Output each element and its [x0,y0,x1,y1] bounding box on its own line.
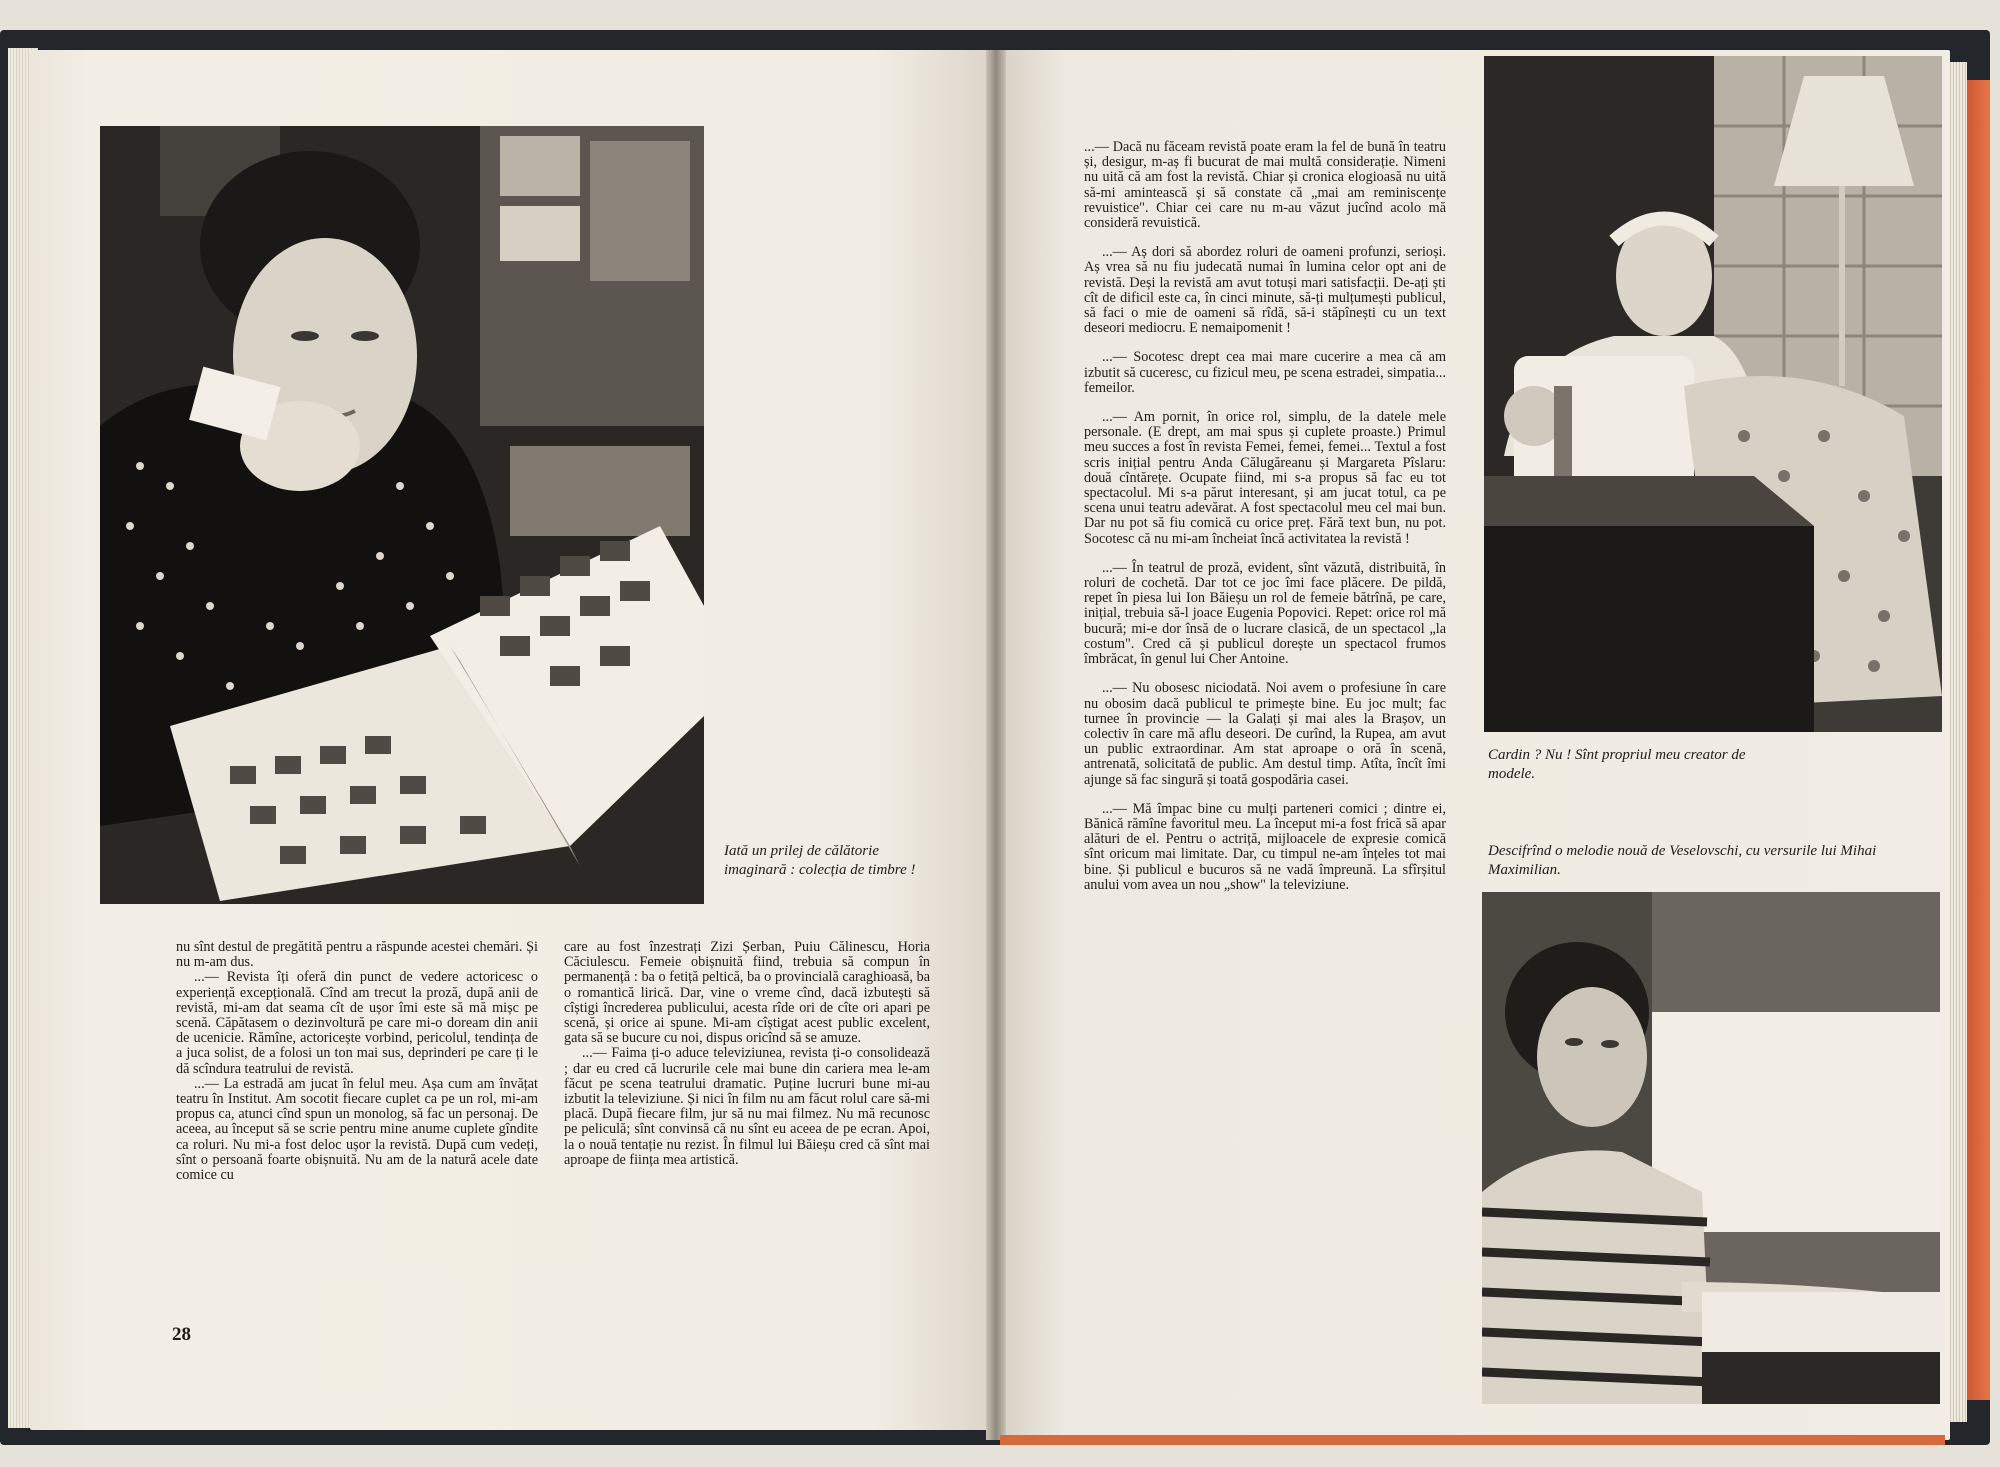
caption-stamp-album: Iată un prilej de călătorie imaginară : colecția de timbre ! [724,843,916,878]
paragraph: ...— Am pornit, în orice rol, simplu, de la datele mele personale. (E drept, am mai spus și cuplete proaste.) Primul meu succes a fost în revista Femei, femei, femei... Textul a fost scris inițial pentru Anda Călugăreanu și Margareta Pîslaru: două cîntărețe. Ocupate fiind, mi s-a propus să fac eu tot spectacolul. Mi s-a părut interesant, și am jucat totul, ca pe scena unui teatru adevărat. A fost spectacolul meu cel mai bun. Dar nu pot să fiu comică cu orice preț. Fără text bun, nu pot. Socotesc că nu mi-am încheiat încă activitatea la revistă ! [1084,409,1446,547]
paragraph: ...— Socotesc drept cea mai mare cucerire a mea că am izbutit să cuceresc, cu fizicul meu, pe scena estradei, simpatia... femeilor. [1084,349,1446,396]
page-number: 28 [172,1324,191,1345]
caption-piano: Descifrînd o melodie nouă de Veselovschi, cu versurile lui Mihai Maximilian. [1488,843,1877,878]
paragraph: ...— Nu obosesc niciodată. Noi avem o profesiune în care nu obosim dacă publicul te primește bine. Eu joc mult; fac turnee în provincie — la Galați și mai ales la Brașov, un colectiv în care mă aflu deseori. De curînd, la Rupea, am avut un public extraordinar. Am stat aproape o oră în scenă, antrenată, solicitată de public. Am destul timp. Atîta, încît îmi ajunge să fac singură și toată gospodăria casei. [1084,680,1446,788]
text-column-1 [176,940,538,1183]
paragraph: ...— Mă împac bine cu mulți parteneri comici ; dintre ei, Bănică rămîne favoritul meu. La început mi-a fost frică să apar alături de el. Pentru o actriță, mijloacele de expresie comică sînt oricum mai limitate. Dar, cu timpul ne-am înțeles tot mai bine. Și publicul e bucuros să ne vadă împreună. La sfîrșitul anului vom avea un nou „show" la televiziune. [1084,800,1446,893]
paragraph: ...— Dacă nu făceam revistă poate eram la fel de bună în teatru și, desigur, m-aș fi bucurat de mai multă considerație. Nimeni nu uită că am fost la revistă. Chiar și cronica elogioasă nu uită să-mi amintească și să constate că „mai am reminiscențe revuistice". Chiar cei care nu m-au văzut jucînd acolo mă consideră revuistică. [1084,139,1446,232]
paragraph: ...— În teatrul de proză, evident, sînt văzută, distribuită, în roluri de cochetă. Dar tot ce joc îmi face plăcere. De pildă, repet în piesa lui Ion Băieșu un rol de femeie bătrînă, pe care, inițial, trebuia să-l joace Eugenia Popovici. Repet: orice rol mă bucură; mi-e dor însă de o lucrare clasică, de un spectacol „la costum". Cred că și publicul dorește un spectacol frumos îmbrăcat, în genul lui Cher Antoine. [1084,559,1446,668]
text-column-2 [564,940,930,1168]
paragraph: ...— La estradă am jucat în felul meu. Așa cum am învățat teatru în Institut. Am socotit fiecare cuplet ca pe un rol, mi-am propus ca, atunci cînd spun un monolog, să fac un personaj. De aceea, au început să se scrie pentru mine anume cuplete gîndite ca roluri. Nu mi-a fost deloc ușor la revistă. După cum vedeți, sînt o persoană foarte obișnuită. Nu am de la natură acele date comice cu [176,1075,538,1184]
photo-stamp-album [100,126,704,904]
text-column-3 [1084,140,1446,893]
paragraph: ...— Faima ți-o aduce televiziunea, revista ți-o consolidează ; dar eu cred că lucrurile cele mai bune din cariera mea le-am făcut pe scena teatrului dramatic. Puține lucruri bune mi-au izbutit la televiziune. Și nici în film nu am făcut rolul care să-mi placă. După fiecare film, jur să nu mai filmez. Nu mă recunosc pe peliculă; sînt convinsă că nu sînt eu aceea de pe ecran. Apoi, la o nouă tentație nu rezist. În filmul lui Băieșu cred că sînt mai aproape de ființa mea artistică. [564,1045,930,1168]
paragraph: care au fost înzestrați Zizi Șerban, Puiu Călinescu, Horia Căciulescu. Femeie obișnuită fiind, trebuia să compun în permanență : ba o fetiță peltică, ba o provincială caraghioasă, ba o romantică lirică. Dar, vine o vreme cînd, dacă izbutești să cîștigi încrederea publicului, acesta rîde ori de cîte ori apari pe scenă, și orice ai spune. Mi-am cîștigat acest public excelent, gata să se bucure cu noi, dispus oricînd să se amuze. [564,939,930,1047]
page-edge-bottom [1000,1435,1945,1445]
paragraph: nu sînt destul de pregătită pentru a răspunde acestei chemări. Și nu m-am dus. [176,939,538,971]
book-gutter [986,50,1006,1440]
paragraph: ...— Revista îți oferă din punct de vedere actoricesc o experiență excepțională. Cînd am trecut la proză, după anii de revistă, mi-am dat seama cît de ușor îmi este să mă mișc pe scenă. Căpătasem o dezinvoltură pe care mi-o doream din anii de ucenicie. Rămîne, actoricește vorbind, pericolul, tendința de a juca solist, de a folosi un ton mai sus, deprinderi pe care ți le dă scîndura teatrului de revistă. [176,969,538,1077]
photo-sewing-machine [1484,56,1942,732]
paragraph: ...— Aș dori să abordez roluri de oameni profunzi, serioși. Aș vrea să nu fiu judecată numai în lumina celor opt ani de revistă. Deși la revistă am avut totuși mari satisfacții. De-ați ști cît de dificil este ca, în cinci minute, să-ți mulțumești publicul, să faci o mie de oameni să rîdă, să-i stăpînești cu un text deseori mediocru. E nemaipomenit ! [1084,244,1446,337]
caption-sewing: Cardin ? Nu ! Sînt propriul meu creator de modele. [1488,747,1746,782]
photo-piano [1482,892,1940,1404]
